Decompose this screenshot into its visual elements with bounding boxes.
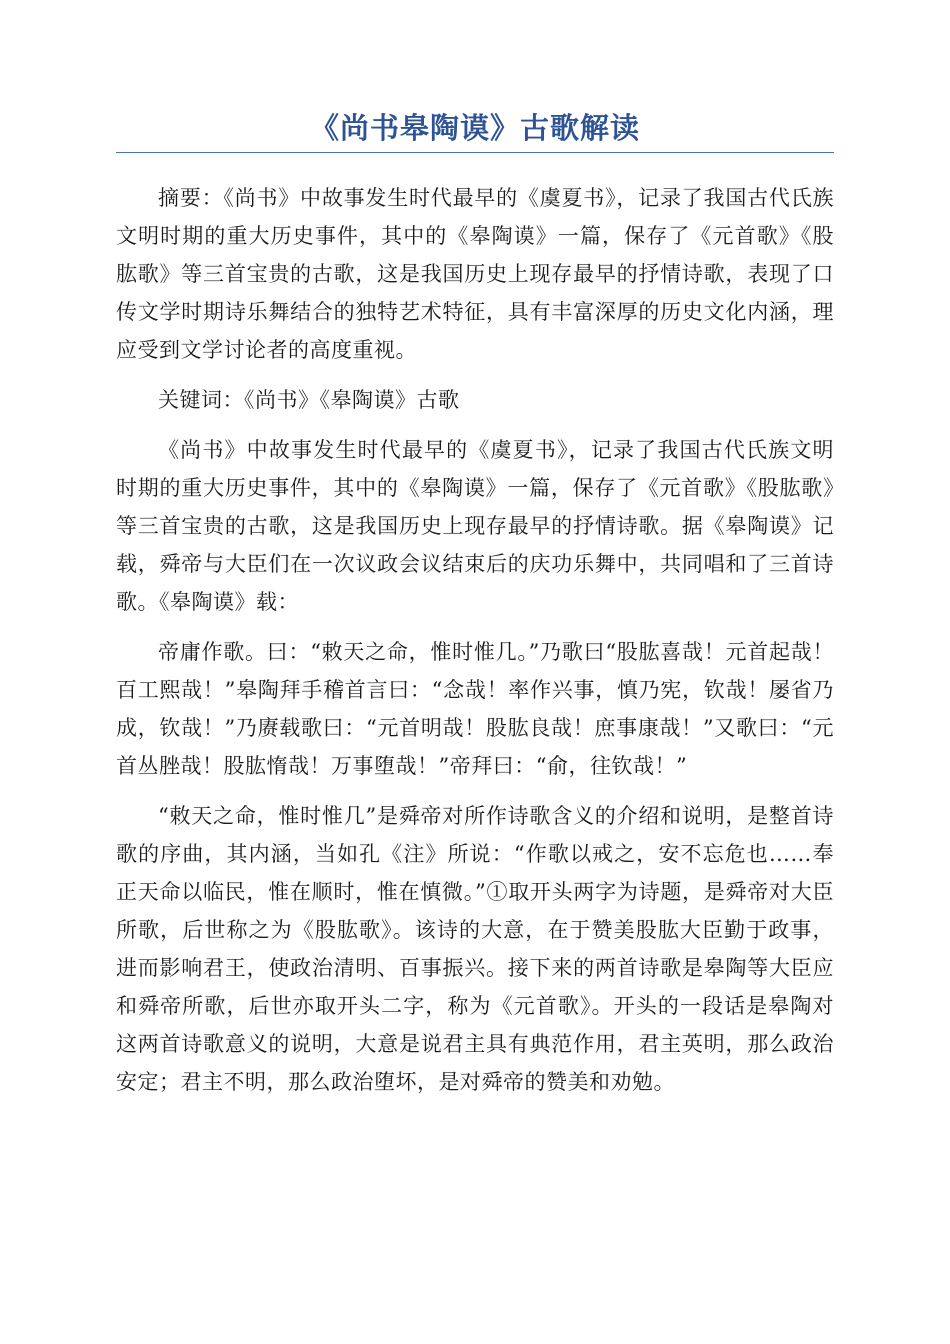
document-title: 《尚书皋陶谟》古歌解读 — [309, 111, 640, 145]
document-page — [116, 108, 834, 1113]
body-paragraph-analysis: “敕天之命，惟时惟几”是舜帝对所作诗歌含义的介绍和说明，是整首诗歌的序曲，其内涵，当如孔《注》所说：“作歌以戒之，安不忘危也……奉正天命以临民，惟在顺时，惟在慎微。”①取开头两字为诗题，是舜帝对大臣所歌，后世称之为《股肱歌》。该诗的大意，在于赞美股肱大臣勤于政事，进而影响君王，使政治清明、百事振兴。接下来的两首诗歌是皋陶等大臣应和舜帝所歌，后世亦取开头二字，称为《元首歌》。开头的一段话是皋陶对这两首诗歌意义的说明，大意是说君主具有典范作用，君主英明，那么政治安定；君主不明，那么政治堕坏，是对舜帝的赞美和劝勉。 — [116, 804, 834, 1094]
title-underline — [116, 152, 834, 153]
body-paragraph-quote: 帝庸作歌。曰：“敕天之命，惟时惟几。”乃歌曰“股肱喜哉！元首起哉！百工熙哉！”皋陶拜手稽首言曰：“念哉！率作兴事，慎乃宪，钦哉！屡省乃成，钦哉！”乃赓载歌曰：“元首明哉！股肱良哉！庶事康哉！”又歌曰：“元首丛脞哉！股肱惰哉！万事堕哉！”帝拜曰：“俞，往钦哉！” — [116, 640, 834, 778]
keywords-paragraph: 关键词：《尚书》《皋陶谟》古歌 — [158, 388, 460, 412]
abstract-paragraph: 摘要：《尚书》中故事发生时代最早的《虞夏书》，记录了我国古代氏族文明时期的重大历史事件，其中的《皋陶谟》一篇，保存了《元首歌》《股肱歌》等三首宝贵的古歌，这是我国历史上现存最早的抒情诗歌，表现了口传文学时期诗乐舞结合的独特艺术特征，具有丰富深厚的历史文化内涵，理应受到文学讨论者的高度重视。 — [116, 186, 834, 362]
body-paragraph-intro: 《尚书》中故事发生时代最早的《虞夏书》，记录了我国古代氏族文明时期的重大历史事件，其中的《皋陶谟》一篇，保存了《元首歌》《股肱歌》等三首宝贵的古歌，这是我国历史上现存最早的抒情诗歌。据《皋陶谟》记载，舜帝与大臣们在一次议政会议结束后的庆功乐舞中，共同唱和了三首诗歌。《皋陶谟》载： — [116, 438, 834, 614]
